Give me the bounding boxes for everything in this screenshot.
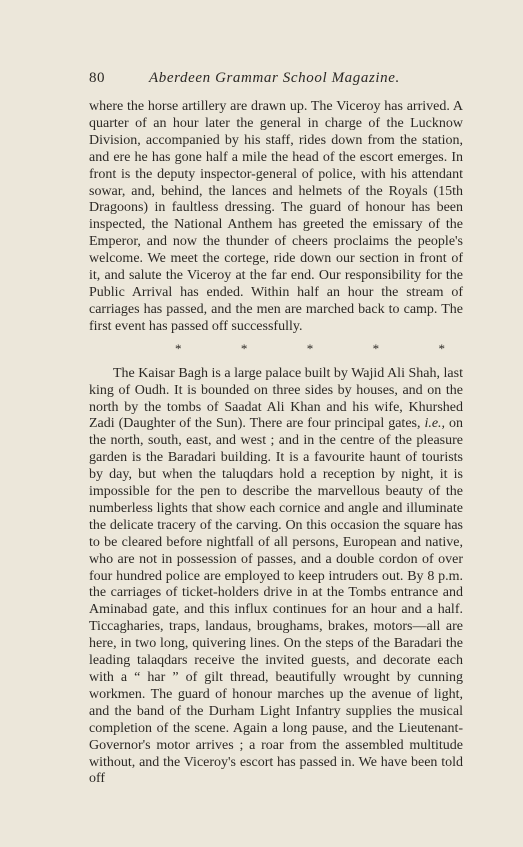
separator-star: * [306,340,314,356]
running-title: Aberdeen Grammar School Magazine. [149,70,400,86]
abbreviation-ie: i.e., [424,416,446,432]
paragraph-text-part: on the north, south, east, and west ; and in the centre of the pleasure garden is the Baradari building. It is a favourite haunt of tourists by day, but when the taluqdars hold a reception by night, it is impossible for the pen to describe the marvellous beauty of the numberless lights that show each cornice and angle and illuminate the delicate tracery of the carving. On this occasion the square has to be cleared before nightfall of all persons, European and native, who are not in possession of passes, and a double cordon of over four hundred police are employed to keep intruders out. By 8 p.m. the carriages of ticket-holders drive in at the Tombs entrance and Aminabad gate, and this influx continues for an hour and a half. Ticcagharies, traps, landaus, broughams, brakes, motors—all are here, in two long, quivering lines. On the steps of the Baradari the leading talaqdars receive the invited guests, and decorate each with a “ har ” of gilt thread, beautifully wrought by cunning workmen. The guard of honour marches up the avenue of light, and the band of the Durham Light Infantry supplies the musical completion of the scene. Again a long pause, and the Lieutenant-Governor's motor arrives ; a roar from the assembled multitude without, and the Viceroy's escort has passed in. We have been told off [89,416,463,787]
body-text [89,99,463,788]
separator-star: * [240,340,248,356]
paragraph-continuation: where the horse artillery are drawn up. The Viceroy has arrived. A quarter of an hour later the general in charge of the Lucknow Division, accompanied by his staff, rides down from the station, and ere he has gone half a mile the head of the escort emerges. In front is the deputy inspector-general of police, with his attendant sowar, and, behind, the lances and helmets of the Royals (15th Dragoons) in faultless dressing. The guard of honour has been inspected, the National Anthem has greeted the emissary of the Emperor, and now the thunder of cheers proclaims the people's welcome. We meet the cortege, ride down our section in front of it, and salute the Viceroy at the far end. Our responsibility for the Public Arrival has ended. Within half an hour the stream of carriages has passed, and the men are marched back to camp. The first event has passed off successfully. [89,99,463,334]
page-header [89,70,463,92]
separator-star: * [175,340,182,356]
separator-star: * [438,340,445,356]
page-number: 80 [89,70,105,86]
paragraph-kaisar-bagh [89,366,463,789]
paragraph-text-part: The Kaisar Bagh is a large palace built by Wajid Ali Shah, last king of Oudh. It is bounded on three sides by houses, and on the north by the tombs of Saadat Ali Khan and his wife, Khurshed Zadi (Daughter of the Sun). There are four principal gates, [89,365,463,432]
section-separator [175,340,445,358]
separator-star: * [372,340,380,356]
